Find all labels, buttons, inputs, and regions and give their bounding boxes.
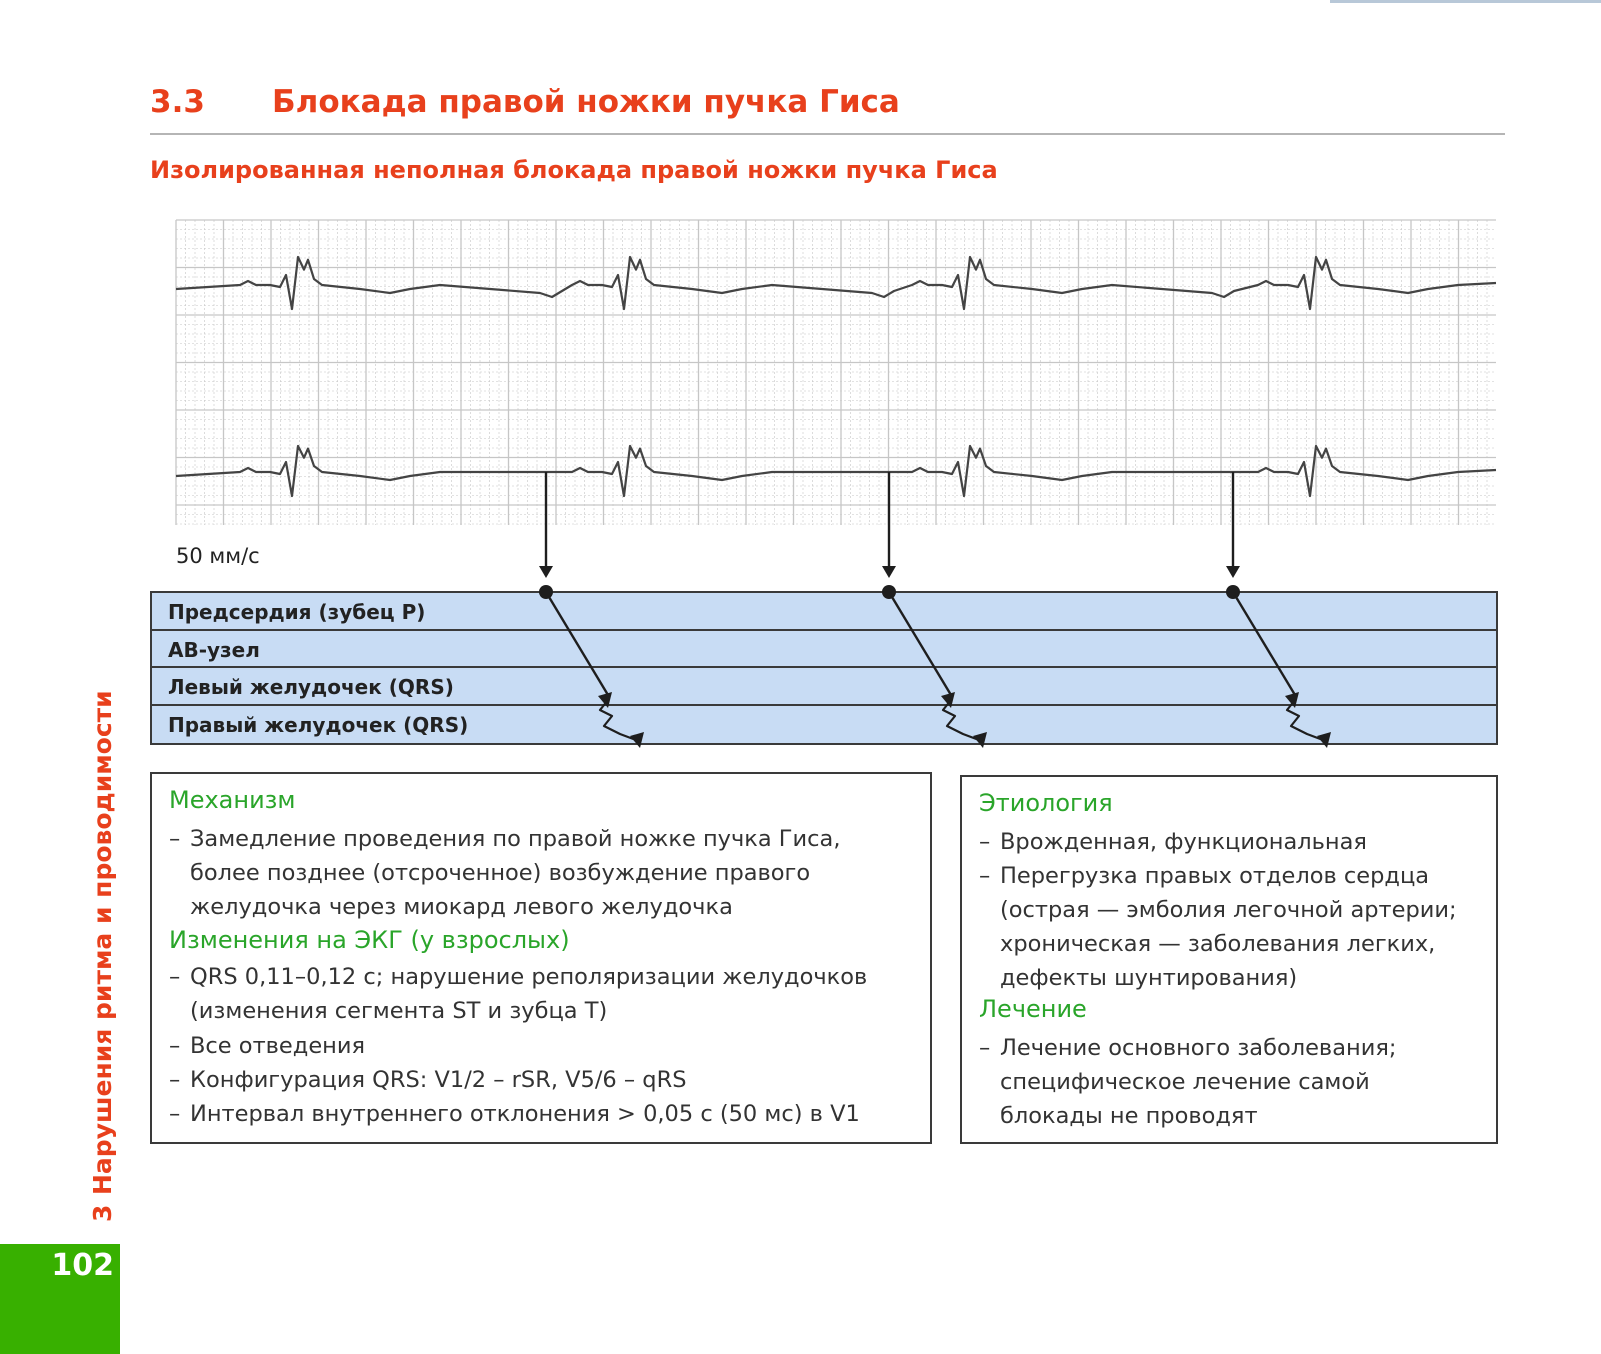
page-number: 102 <box>51 1248 114 1283</box>
ecg-grid <box>176 220 1496 525</box>
treatment-item: – Лечение основного заболевания; специфическое лечение самой блокады не проводят <box>979 1035 1397 1129</box>
ladder-row-atria: Предсердия (зубец P) <box>152 593 1496 631</box>
subtitle: Изолированная неполная блокада правой ножки пучка Гиса <box>150 156 998 184</box>
ecg-trace-upper <box>176 257 1496 309</box>
etiology-heading: Этиология <box>979 789 1113 817</box>
chapter-title-vertical: Нарушения ритма и проводимости <box>88 690 117 1195</box>
ecg-change-item: – Конфигурация QRS: V1/2 – rSR, V5/6 – qRS <box>169 1067 687 1093</box>
mechanism-item: – Замедление проведения по правой ножке пучка Гиса, более позднее (отсроченное) возбуждение правого желудочка через миокард левого желудочка <box>169 826 841 920</box>
etiology-item: – Врожденная, функциональная <box>979 829 1367 855</box>
ecg-changes-heading: Изменения на ЭКГ (у взрослых) <box>169 926 570 954</box>
section-title: Блокада правой ножки пучка Гиса <box>272 84 900 120</box>
ecg-change-item: – Все отведения <box>169 1033 366 1059</box>
section-number: 3.3 <box>150 84 205 120</box>
chapter-number-vertical: 3 <box>88 1204 117 1222</box>
ecg-trace-lower <box>176 446 1496 496</box>
ecg-change-item: – QRS 0,11–0,12 с; нарушение реполяризации желудочков (изменения сегмента ST и зубца T) <box>169 964 868 1024</box>
mechanism-heading: Механизм <box>169 786 296 814</box>
paper-speed-label: 50 мм/с <box>176 544 260 568</box>
ladder-row-left-ventricle: Левый желудочек (QRS) <box>152 668 1496 706</box>
etiology-item: – Перегрузка правых отделов сердца (острая — эмболия легочной артерии; хроническая — заболевания легких, дефекты шунтирования) <box>979 863 1457 991</box>
ecg-change-item: – Интервал внутреннего отклонения > 0,05 с (50 мс) в V1 <box>169 1101 860 1127</box>
conduction-ladder-diagram <box>150 591 1498 745</box>
treatment-heading: Лечение <box>979 995 1087 1023</box>
mechanism-box <box>150 772 932 1144</box>
etiology-box <box>960 775 1498 1144</box>
ladder-row-right-ventricle: Правый желудочек (QRS) <box>168 712 469 737</box>
ladder-row-av-node: АВ-узел <box>152 631 1496 669</box>
